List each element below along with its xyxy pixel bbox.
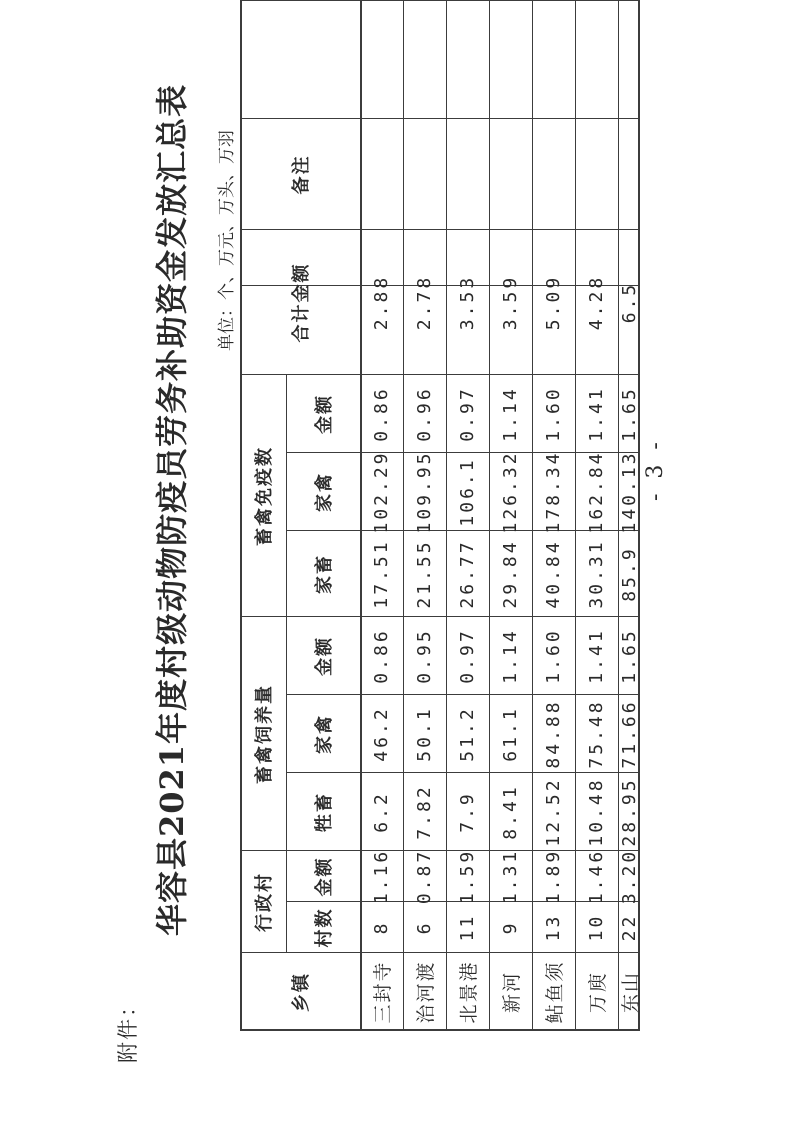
table-cell-v_amount: 1.89 xyxy=(543,848,564,905)
header-imm-amount: 金额 xyxy=(314,394,335,434)
table-cell-remark xyxy=(360,119,403,230)
table-cell-imm_poultry: 102.29 xyxy=(371,450,392,534)
table-cell-poultry: 50.1 xyxy=(414,706,435,762)
table-cell-remark xyxy=(532,119,575,230)
table-cell-v_amount: 1.59 xyxy=(457,848,478,905)
table-cell-poultry: 75.48 xyxy=(586,699,607,769)
table-cell-total: 2.88 xyxy=(371,274,392,331)
attachment-label: 附件： xyxy=(116,994,140,1063)
table-cell-livestock: 6.2 xyxy=(371,791,392,833)
table-cell-villages: 10 xyxy=(586,913,607,942)
table-cell-poultry: 46.2 xyxy=(371,706,392,762)
header-livestock: 牲畜 xyxy=(314,792,335,832)
table-cell-remark xyxy=(403,119,446,230)
table-cell-town: 北景港 xyxy=(458,960,480,1024)
table-cell-town: 鲇鱼须 xyxy=(544,960,566,1024)
table-cell-town: 新河 xyxy=(501,971,523,1014)
table-cell-remark xyxy=(575,119,618,230)
table-cell-imm_livestock: 29.84 xyxy=(500,539,521,609)
table-cell-imm_amount: 0.96 xyxy=(414,386,435,442)
table-cell-livestock: 8.41 xyxy=(500,784,521,840)
table-cell-villages: 22 xyxy=(618,913,640,942)
table-cell-poultry: 84.88 xyxy=(543,699,564,769)
document-title: 华容县2021年度村级动物防疫员劳务补助资金发放汇总表 xyxy=(153,83,191,936)
table-cell-remark xyxy=(618,119,640,230)
header-immunization: 畜禽免疫数 xyxy=(254,446,275,546)
table-cell-villages: 6 xyxy=(414,920,435,935)
table-cell-imm_livestock: 85.9 xyxy=(618,546,640,602)
table-cell-imm_poultry: 126.32 xyxy=(500,450,521,534)
table-cell-total: 3.59 xyxy=(500,274,521,331)
table-cell-poultry: 71.66 xyxy=(618,699,640,769)
table-cell-b_amount: 1.41 xyxy=(586,628,607,684)
table-cell-livestock: 7.9 xyxy=(457,791,478,833)
table-cell-b_amount: 1.14 xyxy=(500,628,521,684)
table-cell-poultry: 51.2 xyxy=(457,706,478,762)
table-cell-imm_poultry: 162.84 xyxy=(586,450,607,534)
header-livestock-breeding: 畜禽饲养量 xyxy=(254,684,275,784)
table-cell-total: 4.28 xyxy=(586,274,607,331)
table-cell-total: 6.5 xyxy=(618,281,640,324)
table-cell-imm_amount: 1.14 xyxy=(500,386,521,442)
header-poultry: 家禽 xyxy=(314,714,335,754)
table-cell-livestock: 10.48 xyxy=(586,777,607,847)
table-cell-livestock: 12.52 xyxy=(543,777,564,847)
table-cell-town: 治河渡 xyxy=(415,960,437,1024)
table-cell-villages: 11 xyxy=(457,913,478,942)
table-cell-imm_poultry: 106.1 xyxy=(457,457,478,527)
table-cell-imm_livestock: 26.77 xyxy=(457,539,478,609)
header-imm-poultry: 家禽 xyxy=(314,472,335,512)
table-cell-imm_poultry: 109.95 xyxy=(414,450,435,534)
table-cell-remark xyxy=(446,119,489,230)
table-cell-total: 2.78 xyxy=(414,274,435,331)
header-breeding-amount: 金额 xyxy=(314,636,335,676)
header-imm-livestock: 家畜 xyxy=(314,554,335,594)
table-cell-imm_amount: 0.86 xyxy=(371,386,392,442)
table-cell-imm_amount: 0.97 xyxy=(457,386,478,442)
summary-table xyxy=(240,0,640,1031)
table-cell-total: 5.09 xyxy=(543,274,564,331)
table-cell-imm_livestock: 21.55 xyxy=(414,539,435,609)
table-cell-b_amount: 1.65 xyxy=(618,628,640,684)
table-cell-v_amount: 0.87 xyxy=(414,848,435,905)
table-cell-town: 东山 xyxy=(619,971,642,1014)
table-cell-poultry: 61.1 xyxy=(500,706,521,762)
table-cell-b_amount: 0.97 xyxy=(457,628,478,684)
table-cell-b_amount: 1.60 xyxy=(543,628,564,684)
header-town: 乡镇 xyxy=(291,972,312,1012)
header-remarks: 备注 xyxy=(291,154,312,195)
table-cell-v_amount: 1.46 xyxy=(586,848,607,905)
table-cell-total: 3.53 xyxy=(457,274,478,331)
table-cell-livestock: 7.82 xyxy=(414,784,435,840)
table-cell-imm_amount: 1.60 xyxy=(543,386,564,442)
header-village-count: 村数 xyxy=(314,907,335,948)
header-village-amount: 金额 xyxy=(314,856,335,897)
table-cell-v_amount: 1.31 xyxy=(500,848,521,905)
table-cell-imm_amount: 1.65 xyxy=(618,386,640,442)
table-cell-remark xyxy=(489,119,532,230)
table-cell-imm_poultry: 178.34 xyxy=(543,450,564,534)
table-cell-villages: 9 xyxy=(500,920,521,935)
table-cell-imm_amount: 1.41 xyxy=(586,386,607,442)
table-cell-imm_livestock: 17.51 xyxy=(371,539,392,609)
table-cell-imm_livestock: 40.84 xyxy=(543,539,564,609)
table-cell-imm_poultry: 140.13 xyxy=(618,450,640,534)
table-cell-v_amount: 3.20 xyxy=(618,848,640,905)
table-border-right xyxy=(240,0,640,1)
table-cell-livestock: 28.95 xyxy=(618,777,640,847)
page-number: - 3 - xyxy=(643,438,668,501)
table-cell-villages: 13 xyxy=(543,913,564,942)
table-cell-v_amount: 1.16 xyxy=(371,848,392,905)
table-cell-villages: 8 xyxy=(371,920,392,935)
table-cell-town: 三封寺 xyxy=(372,960,394,1024)
table-cell-town: 万庾 xyxy=(587,971,609,1014)
table-cell-imm_livestock: 30.31 xyxy=(586,539,607,609)
header-admin-village: 行政村 xyxy=(254,872,275,932)
table-cell-b_amount: 0.95 xyxy=(414,628,435,684)
table-cell-b_amount: 0.86 xyxy=(371,628,392,684)
unit-note: 单位：个、万元、万头、万羽 xyxy=(217,130,237,351)
header-total-amount: 合计金额 xyxy=(291,262,312,343)
